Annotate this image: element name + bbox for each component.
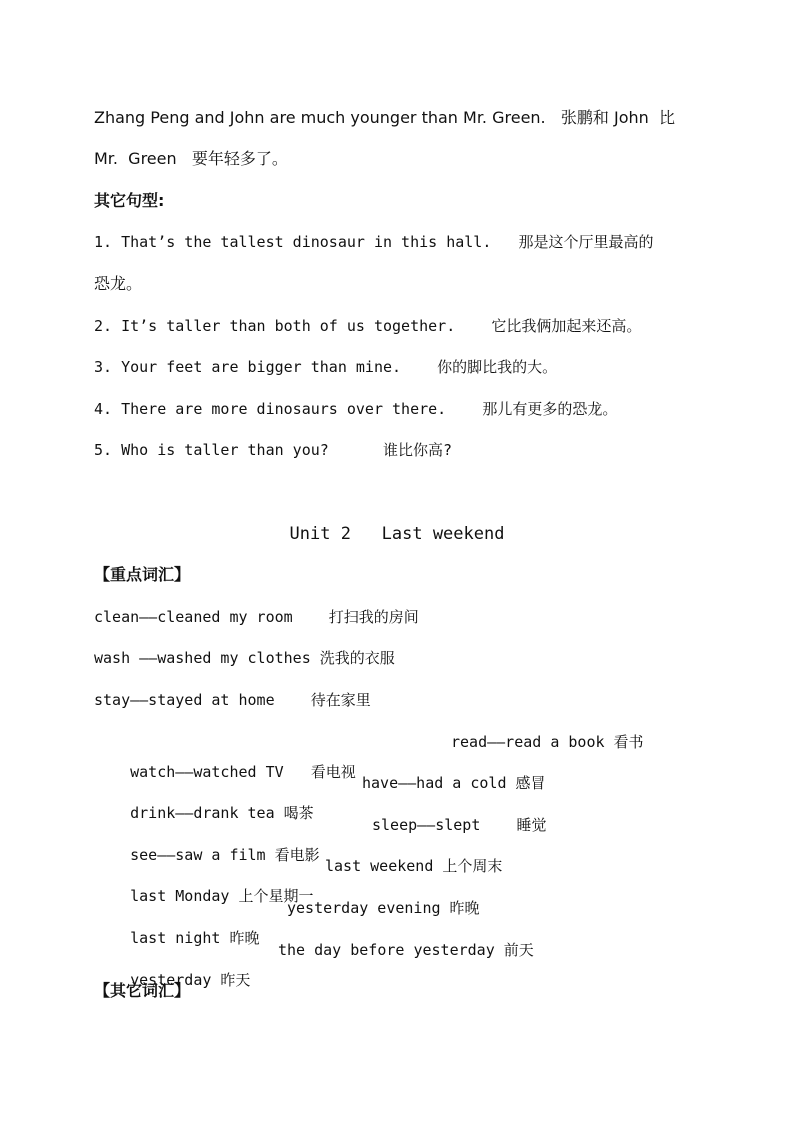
other-vocab-heading: 【其它词汇】: [94, 981, 191, 1000]
vocab-line-8-left: last night 昨晚: [130, 929, 260, 947]
vocab-line-2: wash ——washed my clothes 洗我的衣服: [94, 649, 395, 667]
vocab-line-3: stay——stayed at home 待在家里: [94, 691, 371, 709]
vocab-line-7-right: last weekend 上个周末: [325, 857, 503, 875]
sentence-2: 2. It’s taller than both of us together. 它比我俩加起来还高。: [94, 317, 642, 335]
key-vocab-heading: 【重点词汇】: [94, 565, 191, 584]
sentence-3: 3. Your feet are bigger than mine. 你的脚比我的大。: [94, 358, 558, 376]
vocab-line-4: [94, 727, 714, 781]
vocab-line-8-right: yesterday evening 昨晚: [287, 899, 480, 917]
vocab-line-6-right: sleep——slept 睡觉: [372, 816, 547, 834]
intro-line-2: Mr. Green 要年轻多了。: [94, 149, 288, 168]
vocab-line-4-right: read——read a book 看书: [451, 733, 644, 751]
vocab-line-6: [94, 810, 714, 864]
vocab-line-9: [94, 935, 714, 989]
vocab-line-4-left: watch——watched TV 看电视: [130, 763, 356, 781]
vocab-line-6-left: see——saw a film 看电影: [130, 846, 320, 864]
vocab-line-1: clean——cleaned my room 打扫我的房间: [94, 608, 419, 626]
sentence-5: 5. Who is taller than you? 谁比你高?: [94, 441, 453, 459]
vocab-line-8: [94, 893, 714, 947]
other-patterns-heading: 其它句型:: [94, 191, 165, 210]
vocab-line-7-left: last Monday 上个星期一: [130, 887, 314, 905]
unit-title: Unit 2 Last weekend: [289, 524, 505, 544]
sentence-4: 4. There are more dinosaurs over there. 那儿有更多的恐龙。: [94, 400, 618, 418]
vocab-line-9-right: the day before yesterday 前天: [278, 941, 534, 959]
vocab-line-7: [94, 851, 714, 905]
sentence-1a: 1. That’s the tallest dinosaur in this hall. 那是这个厅里最高的: [94, 233, 654, 251]
vocab-line-5-right: have——had a cold 感冒: [362, 774, 546, 792]
sentence-1b: 恐龙。: [94, 274, 143, 293]
vocab-line-9-left: yesterday 昨天: [130, 971, 251, 989]
vocab-line-5-left: drink——drank tea 喝茶: [130, 804, 314, 822]
vocab-line-5: [94, 768, 714, 822]
intro-line-1: Zhang Peng and John are much younger than Mr. Green. 张鹏和 John 比: [94, 108, 675, 127]
